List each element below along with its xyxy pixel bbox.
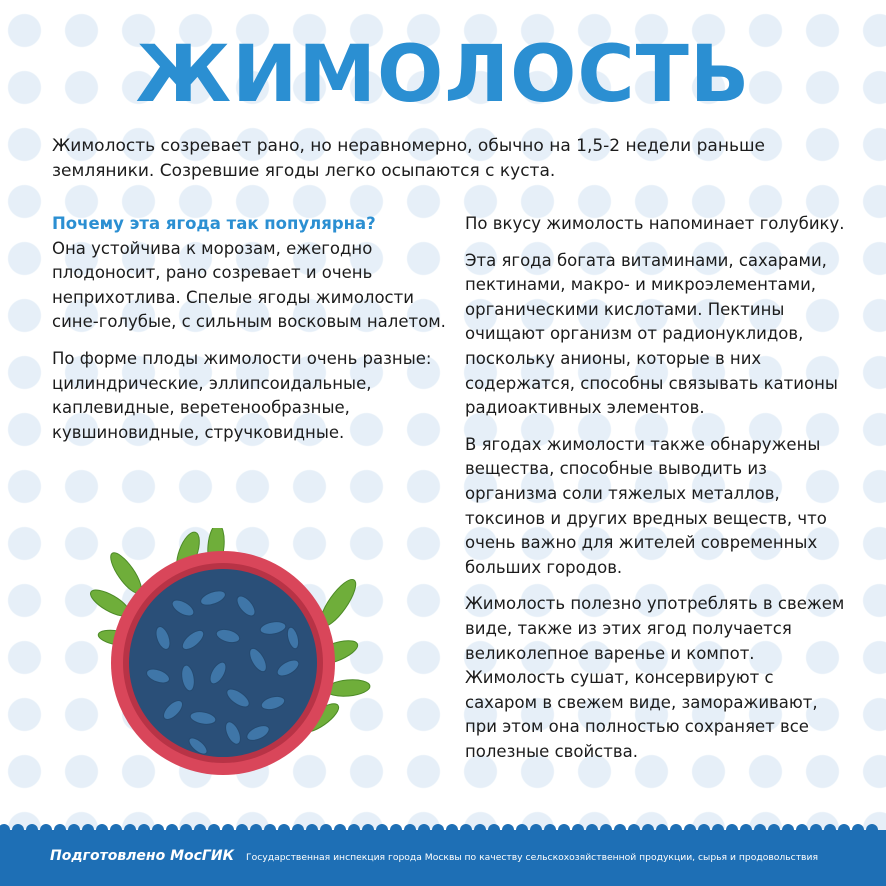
footer-scallop: [558, 824, 570, 833]
footer-scallop: [110, 824, 122, 833]
footer-scallop: [222, 824, 234, 833]
footer-scallop: [810, 824, 822, 833]
footer-scallop: [82, 824, 94, 833]
right-paragraph-1: По вкусу жимолость напоминает голубику.: [465, 214, 845, 233]
honeysuckle-bowl-illustration: [88, 528, 378, 788]
footer-scallop: [250, 824, 262, 833]
footer-scallop: [586, 824, 598, 833]
footer-scalloped-edge: [0, 821, 886, 833]
footer-scallop: [236, 824, 248, 833]
left-paragraph-1: [52, 212, 447, 335]
footer-scallop: [754, 824, 766, 833]
footer-scallop: [194, 824, 206, 833]
footer-scallop: [432, 824, 444, 833]
footer-scallop: [12, 824, 24, 833]
footer-scallop: [446, 824, 458, 833]
footer-scallop: [852, 824, 864, 833]
footer-scallop: [208, 824, 220, 833]
footer-scallop: [866, 824, 878, 833]
footer-scallop: [390, 824, 402, 833]
right-column: [465, 212, 845, 776]
footer-scallop: [124, 824, 136, 833]
footer-scallop: [96, 824, 108, 833]
left-paragraph-2: По форме плоды жимолости очень разные: цилиндрические, эллипсоидальные, каплевидные, веретенообразные, кувшиновидные, стручковидные.: [52, 348, 432, 442]
right-paragraph-2: Эта ягода богата витаминами, сахарами, пектинами, макро- и микроэлементами, органическими кислотами. Пектины очищают организм от радионуклидов, поскольку анионы, которые в них содержатся, способны связывать катионы радиоактивных элементов.: [465, 250, 838, 418]
footer-scallop: [796, 824, 808, 833]
footer-scallop: [40, 824, 52, 833]
footer-scallop: [712, 824, 724, 833]
footer-scallop: [670, 824, 682, 833]
footer-scallop: [348, 824, 360, 833]
right-paragraph-3: В ягодах жимолости также обнаружены вещества, способные выводить из организма соли тяжелых металлов, токсинов и других вредных веществ, что очень важно для жителей современных больших городов.: [465, 434, 827, 577]
left-column: [52, 212, 447, 457]
footer-scallop: [278, 824, 290, 833]
footer-scallop: [768, 824, 780, 833]
footer-description: Государственная инспекция города Москвы по качеству сельскохозяйственной продукции, сырья и продовольствия: [246, 852, 818, 863]
footer-scallop: [404, 824, 416, 833]
footer-scallop: [740, 824, 752, 833]
footer-scallop: [782, 824, 794, 833]
footer-scallop: [698, 824, 710, 833]
footer-scallop: [0, 824, 10, 833]
left-paragraph-1-text: Она устойчива к морозам, ежегодно плодоносит, рано созревает и очень неприхотлива. Спелые ягоды жимолости сине-голубые, с сильным восковым налетом.: [52, 238, 446, 332]
footer-scallop: [600, 824, 612, 833]
footer-scallop: [306, 824, 318, 833]
footer-scallop: [474, 824, 486, 833]
footer-brand: Подготовлено МосГИК: [50, 848, 235, 864]
footer-scallop: [292, 824, 304, 833]
footer-scallop: [628, 824, 640, 833]
footer-scallop: [166, 824, 178, 833]
question-heading: Почему эта ягода так популярна?: [52, 214, 376, 233]
footer-scallop: [838, 824, 850, 833]
footer-scallop: [362, 824, 374, 833]
right-paragraph-4: Жимолость полезно употреблять в свежем виде, также из этих ягод получается великолепное варенье и компот. Жимолость сушат, консервируют с сахаром в свежем виде, замораживают, при этом она полностью сохраняет все полезные свойства.: [465, 594, 845, 761]
footer-scallop: [376, 824, 388, 833]
footer-scallop: [54, 824, 66, 833]
footer-scallop: [68, 824, 80, 833]
intro-text: Жимолость созревает рано, но неравномерно, обычно на 1,5-2 недели раньше земляники. Созревшие ягоды легко осыпаются с куста.: [52, 136, 765, 181]
footer-scallop: [614, 824, 626, 833]
page-title: ЖИМОЛОСТЬ: [135, 30, 751, 120]
footer-scallop: [152, 824, 164, 833]
footer-scallop: [544, 824, 556, 833]
footer-scallop: [516, 824, 528, 833]
footer-scallop: [26, 824, 38, 833]
footer-scallop: [726, 824, 738, 833]
footer-scallop: [530, 824, 542, 833]
footer-scallop: [180, 824, 192, 833]
footer-scallop: [684, 824, 696, 833]
footer-scallop: [418, 824, 430, 833]
footer-scallop: [334, 824, 346, 833]
footer-scallop: [656, 824, 668, 833]
footer-scallop: [572, 824, 584, 833]
footer-bar: [0, 830, 886, 886]
footer-scallop: [320, 824, 332, 833]
footer-scallop: [502, 824, 514, 833]
footer-scallop: [264, 824, 276, 833]
footer-scallop: [460, 824, 472, 833]
footer-scallop: [642, 824, 654, 833]
footer-scallop: [488, 824, 500, 833]
footer-scallop: [824, 824, 836, 833]
footer-scallop: [138, 824, 150, 833]
